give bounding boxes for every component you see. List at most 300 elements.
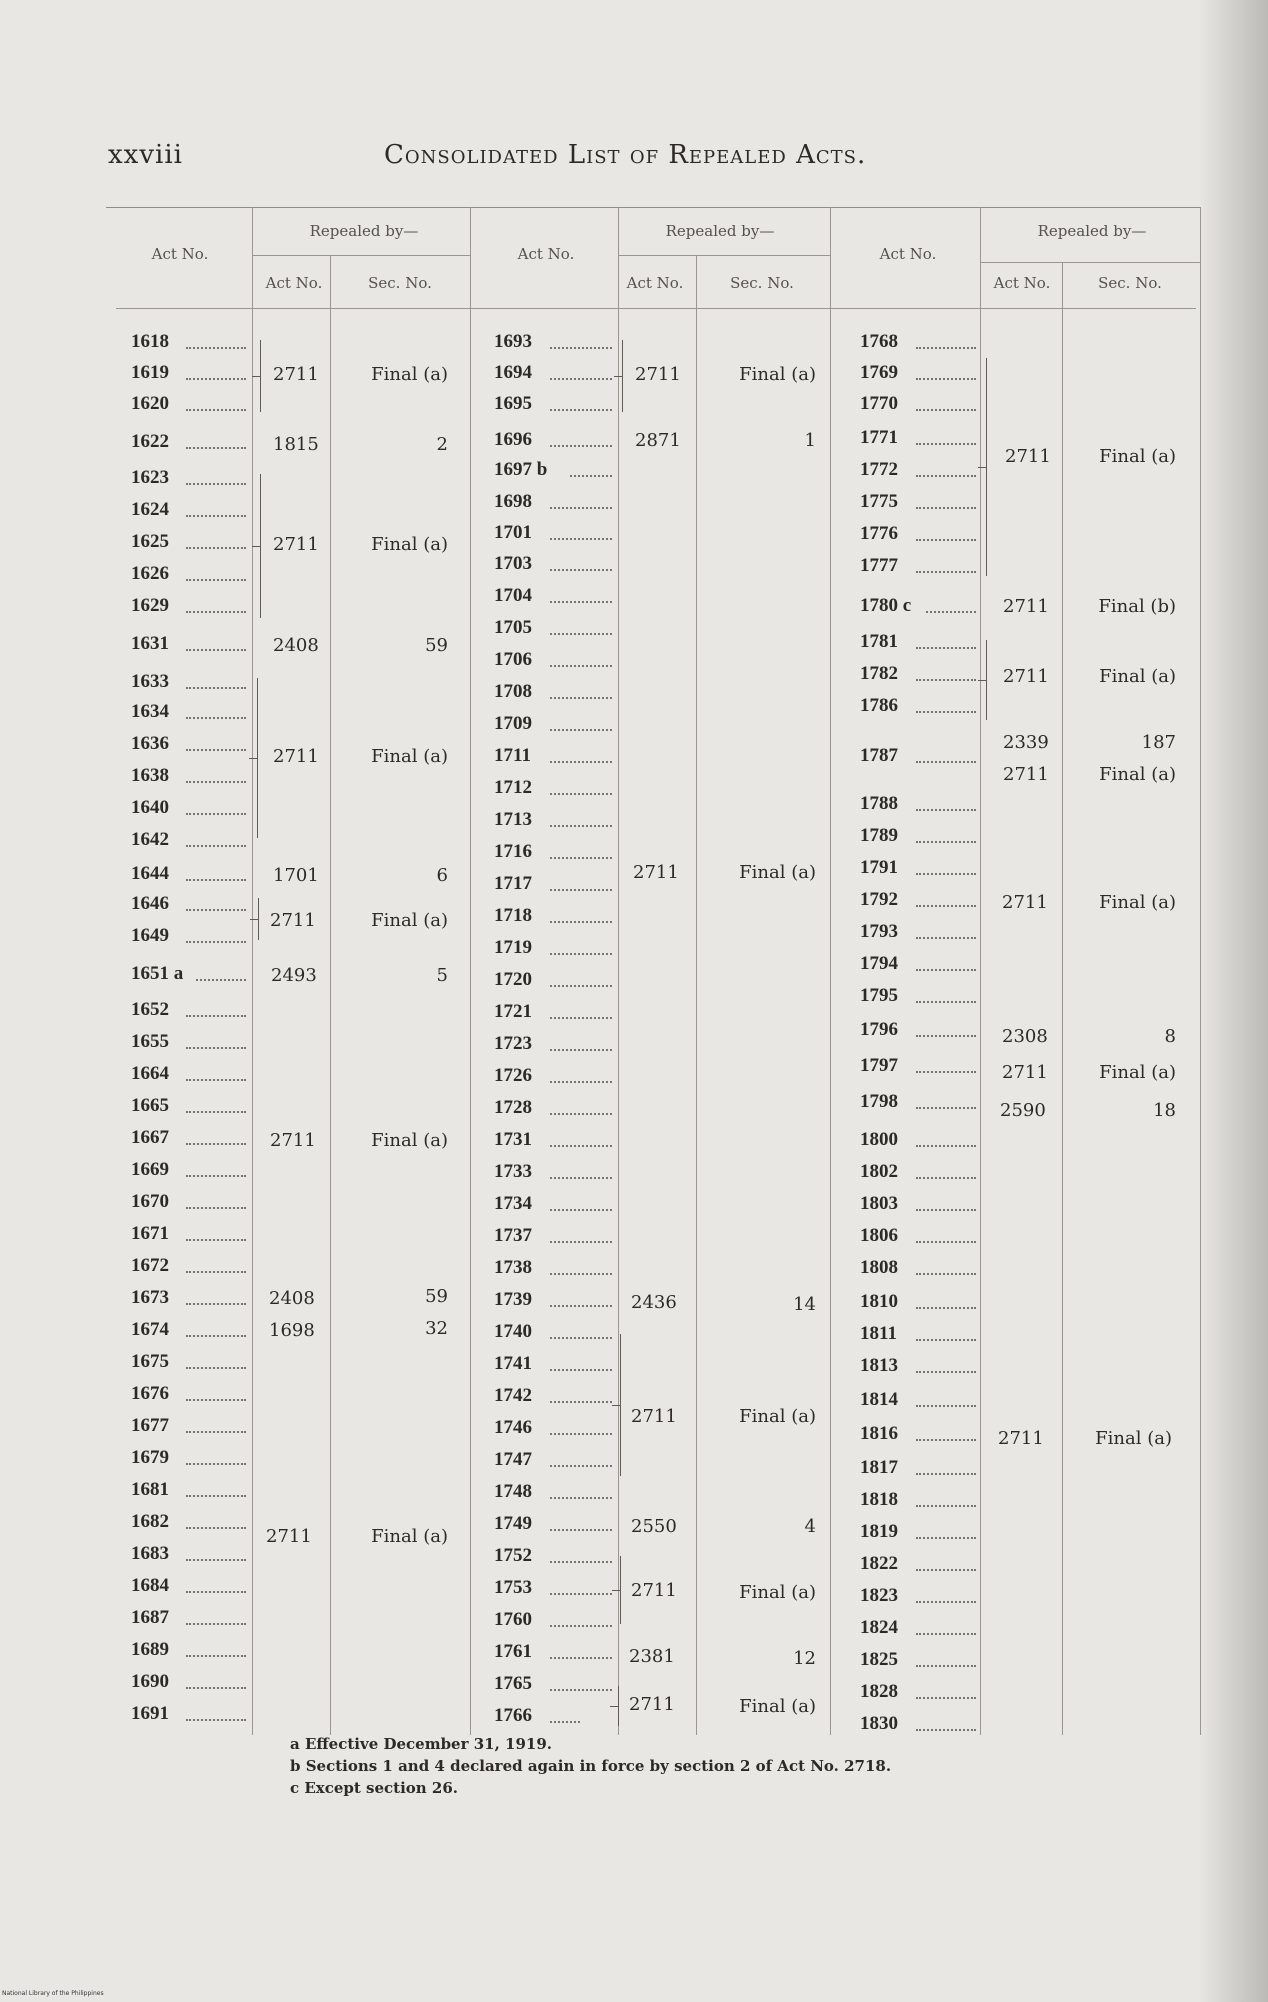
repealing-act: 2711 (266, 1526, 312, 1547)
col-header-repealed-by-2: Repealed by— (665, 222, 775, 240)
leader-dots (550, 601, 612, 603)
group-brace (986, 358, 994, 576)
repealing-section: 12 (793, 1648, 816, 1669)
repealing-act: 2711 (629, 1694, 675, 1715)
act-no: 1695 (494, 393, 532, 414)
repealing-act: 2711 (273, 534, 319, 555)
repealing-act: 2711 (1003, 764, 1049, 785)
leader-dots (550, 409, 612, 411)
repealing-section: Final (a) (371, 746, 448, 767)
col-divider (830, 207, 831, 1735)
leader-dots (550, 825, 612, 827)
repealing-act: 2871 (635, 430, 681, 451)
leader-dots (550, 538, 612, 540)
act-no: 1698 (494, 491, 532, 512)
act-no: 1817 (860, 1457, 898, 1478)
repealing-section: Final (a) (739, 364, 816, 385)
group-brace (622, 340, 630, 412)
group-brace (260, 474, 268, 618)
leader-dots (186, 547, 246, 549)
leader-dots (186, 1175, 246, 1177)
act-no: 1624 (131, 499, 169, 520)
leader-dots (550, 1721, 580, 1723)
act-no: 1782 (860, 663, 898, 684)
act-no: 1822 (860, 1553, 898, 1574)
leader-dots (550, 1145, 612, 1147)
act-no: 1634 (131, 701, 169, 722)
leader-dots (186, 347, 246, 349)
act-no: 1753 (494, 1577, 532, 1598)
act-no: 1786 (860, 695, 898, 716)
act-no: 1708 (494, 681, 532, 702)
leader-dots (916, 1273, 976, 1275)
repealing-section: Final (b) (1098, 596, 1176, 617)
col-divider (1062, 262, 1063, 1735)
act-no: 1813 (860, 1355, 898, 1376)
leader-dots (550, 1497, 612, 1499)
act-no: 1629 (131, 595, 169, 616)
act-no: 1742 (494, 1385, 532, 1406)
act-no: 1709 (494, 713, 532, 734)
leader-dots (916, 1473, 976, 1475)
act-no: 1651 a (131, 963, 184, 984)
leader-dots (550, 697, 612, 699)
repealing-section: 14 (793, 1294, 816, 1315)
leader-dots (916, 905, 976, 907)
leader-dots (186, 1655, 246, 1657)
group-brace (618, 1686, 626, 1726)
repealing-section: Final (a) (1099, 764, 1176, 785)
leader-dots (186, 447, 246, 449)
leader-dots (186, 1591, 246, 1593)
leader-dots (186, 1207, 246, 1209)
act-no: 1681 (131, 1479, 169, 1500)
col-header-sub-sec-1: Sec. No. (368, 274, 432, 292)
repealing-act: 2711 (273, 364, 319, 385)
act-no: 1674 (131, 1319, 169, 1340)
leader-dots (916, 409, 976, 411)
repealing-section: Final (a) (1099, 1062, 1176, 1083)
act-no: 1676 (131, 1383, 169, 1404)
repealing-act: 2550 (631, 1516, 677, 1537)
group-brace (986, 640, 994, 720)
repealing-act: 2493 (271, 965, 317, 986)
page-title: Consolidated List of Repealed Acts. (384, 140, 867, 170)
leader-dots (186, 749, 246, 751)
leader-dots (186, 483, 246, 485)
leader-dots (916, 539, 976, 541)
leader-dots (186, 1271, 246, 1273)
leader-dots (186, 515, 246, 517)
act-no: 1737 (494, 1225, 532, 1246)
col-divider (470, 207, 471, 1735)
repealing-act: 2711 (270, 910, 316, 931)
footnote-b: b Sections 1 and 4 declared again in force by section 2 of Act No. 2718. (290, 1757, 892, 1775)
act-no: 1670 (131, 1191, 169, 1212)
repealing-section: 18 (1153, 1100, 1176, 1121)
leader-dots (186, 717, 246, 719)
group-brace (620, 1556, 628, 1624)
act-no: 1719 (494, 937, 532, 958)
act-no: 1761 (494, 1641, 532, 1662)
act-no: 1683 (131, 1543, 169, 1564)
act-no: 1823 (860, 1585, 898, 1606)
leader-dots (550, 445, 612, 447)
leader-dots (550, 985, 612, 987)
leader-dots (916, 841, 976, 843)
leader-dots (916, 1601, 976, 1603)
repealing-act: 2711 (1005, 446, 1051, 467)
leader-dots (550, 633, 612, 635)
leader-dots (916, 1107, 976, 1109)
repealing-section: Final (a) (739, 1696, 816, 1717)
leader-dots (916, 1729, 976, 1731)
repealing-section: Final (a) (739, 862, 816, 883)
act-no: 1721 (494, 1001, 532, 1022)
act-no: 1664 (131, 1063, 169, 1084)
act-no: 1682 (131, 1511, 169, 1532)
act-no: 1703 (494, 553, 532, 574)
act-no: 1746 (494, 1417, 532, 1438)
act-no: 1733 (494, 1161, 532, 1182)
act-no: 1689 (131, 1639, 169, 1660)
act-no: 1728 (494, 1097, 532, 1118)
act-no: 1740 (494, 1321, 532, 1342)
group-brace (620, 1334, 628, 1476)
act-no: 1810 (860, 1291, 898, 1312)
repealing-act: 2711 (273, 746, 319, 767)
repealing-act: 2408 (273, 635, 319, 656)
act-no: 1633 (131, 671, 169, 692)
leader-dots (550, 507, 612, 509)
leader-dots (186, 687, 246, 689)
repealing-section: 2 (436, 434, 448, 455)
col-divider (980, 207, 981, 1735)
col-header-sub-act-2: Act No. (626, 274, 684, 292)
leader-dots (186, 909, 246, 911)
rule-repealed-2 (618, 255, 830, 256)
repealing-section: 59 (425, 1286, 448, 1307)
act-no: 1808 (860, 1257, 898, 1278)
leader-dots (916, 1505, 976, 1507)
act-no: 1770 (860, 393, 898, 414)
act-no: 1814 (860, 1389, 898, 1410)
repealing-section: 32 (425, 1318, 448, 1339)
act-no: 1798 (860, 1091, 898, 1112)
repealing-section: Final (a) (739, 1406, 816, 1427)
leader-dots (550, 1177, 612, 1179)
repealing-act: 2408 (269, 1288, 315, 1309)
col-divider (1200, 207, 1201, 1735)
leader-dots (186, 813, 246, 815)
leader-dots (186, 1239, 246, 1241)
leader-dots (550, 793, 612, 795)
repealing-act: 2436 (631, 1292, 677, 1313)
repealing-act: 2711 (998, 1428, 1044, 1449)
leader-dots (916, 1697, 976, 1699)
leader-dots (916, 443, 976, 445)
act-no: 1824 (860, 1617, 898, 1638)
act-no: 1701 (494, 522, 532, 543)
leader-dots (550, 569, 612, 571)
repealing-act: 1815 (273, 434, 319, 455)
leader-dots (186, 1367, 246, 1369)
repealing-act: 1698 (269, 1320, 315, 1341)
repealing-act: 2711 (270, 1130, 316, 1151)
act-no: 1620 (131, 393, 169, 414)
act-no: 1644 (131, 863, 169, 884)
col-header-sub-act-3: Act No. (993, 274, 1051, 292)
repealing-section: Final (a) (1099, 446, 1176, 467)
act-no: 1726 (494, 1065, 532, 1086)
act-no: 1631 (131, 633, 169, 654)
leader-dots (916, 937, 976, 939)
act-no: 1816 (860, 1423, 898, 1444)
leader-dots (550, 1689, 612, 1691)
act-no: 1797 (860, 1055, 898, 1076)
act-no: 1723 (494, 1033, 532, 1054)
leader-dots (550, 1305, 612, 1307)
repealing-act: 2711 (635, 364, 681, 385)
leader-dots (916, 1665, 976, 1667)
repealing-section: Final (a) (1099, 892, 1176, 913)
act-no: 1747 (494, 1449, 532, 1470)
leader-dots (916, 679, 976, 681)
act-no: 1788 (860, 793, 898, 814)
repealing-section: Final (a) (371, 1130, 448, 1151)
leader-dots (916, 809, 976, 811)
leader-dots (186, 1463, 246, 1465)
act-no: 1622 (131, 431, 169, 452)
act-no: 1738 (494, 1257, 532, 1278)
act-no: 1775 (860, 491, 898, 512)
leader-dots (186, 1527, 246, 1529)
leader-dots (186, 409, 246, 411)
repealing-act: 2711 (631, 1580, 677, 1601)
repealing-act: 2711 (631, 1406, 677, 1427)
leader-dots (916, 1001, 976, 1003)
act-no: 1769 (860, 362, 898, 383)
leader-dots (916, 1371, 976, 1373)
leader-dots (186, 1111, 246, 1113)
act-no: 1671 (131, 1223, 169, 1244)
act-no: 1694 (494, 362, 532, 383)
leader-dots (186, 781, 246, 783)
leader-dots (916, 711, 976, 713)
repealing-act: 2711 (1002, 1062, 1048, 1083)
rule-repealed-3 (980, 262, 1200, 263)
footnote-c: c Except section 26. (290, 1779, 459, 1797)
group-brace (260, 340, 268, 412)
group-brace (257, 678, 265, 838)
leader-dots (186, 941, 246, 943)
leader-dots (186, 378, 246, 380)
act-no: 1766 (494, 1705, 532, 1726)
act-no: 1776 (860, 523, 898, 544)
act-no: 1672 (131, 1255, 169, 1276)
col-divider (330, 255, 331, 1735)
act-no: 1625 (131, 531, 169, 552)
leader-dots (186, 1623, 246, 1625)
repealing-act: 2711 (1002, 892, 1048, 913)
act-no: 1825 (860, 1649, 898, 1670)
col-header-sub-act-1: Act No. (265, 274, 323, 292)
leader-dots (186, 1015, 246, 1017)
leader-dots (550, 1657, 612, 1659)
leader-dots (196, 979, 246, 981)
leader-dots (550, 1465, 612, 1467)
act-no: 1673 (131, 1287, 169, 1308)
leader-dots (186, 1047, 246, 1049)
act-no: 1777 (860, 555, 898, 576)
act-no: 1818 (860, 1489, 898, 1510)
act-no: 1765 (494, 1673, 532, 1694)
act-no: 1796 (860, 1019, 898, 1040)
repealing-act: 2711 (1003, 596, 1049, 617)
act-no: 1711 (494, 745, 531, 766)
leader-dots (550, 1561, 612, 1563)
leader-dots (926, 611, 976, 613)
act-no: 1793 (860, 921, 898, 942)
act-no: 1704 (494, 585, 532, 606)
act-no: 1667 (131, 1127, 169, 1148)
act-no: 1771 (860, 427, 898, 448)
leader-dots (916, 969, 976, 971)
leader-dots (550, 1593, 612, 1595)
leader-dots (916, 1537, 976, 1539)
library-credit: National Library of the Philippines (2, 1990, 104, 1997)
repealing-act: 2339 (1003, 732, 1049, 753)
repealing-section: 8 (1164, 1026, 1176, 1047)
leader-dots (916, 475, 976, 477)
act-no: 1712 (494, 777, 532, 798)
act-no: 1652 (131, 999, 169, 1020)
act-no: 1794 (860, 953, 898, 974)
act-no: 1803 (860, 1193, 898, 1214)
leader-dots (916, 1633, 976, 1635)
leader-dots (186, 579, 246, 581)
repealing-section: 5 (436, 965, 448, 986)
page-number: xxviii (108, 140, 183, 170)
leader-dots (916, 1177, 976, 1179)
act-no: 1819 (860, 1521, 898, 1542)
act-no: 1693 (494, 331, 532, 352)
leader-dots (916, 1307, 976, 1309)
leader-dots (186, 1719, 246, 1721)
act-no: 1623 (131, 467, 169, 488)
act-no: 1731 (494, 1129, 532, 1150)
act-no: 1739 (494, 1289, 532, 1310)
col-header-sub-sec-2: Sec. No. (730, 274, 794, 292)
leader-dots (916, 1241, 976, 1243)
leader-dots (916, 378, 976, 380)
leader-dots (186, 1399, 246, 1401)
page-edge-shadow (1198, 0, 1268, 2002)
repealing-section: 6 (436, 865, 448, 886)
repealing-section: Final (a) (739, 1582, 816, 1603)
leader-dots (550, 1081, 612, 1083)
leader-dots (550, 1337, 612, 1339)
leader-dots (550, 729, 612, 731)
repealing-act: 1701 (273, 865, 319, 886)
leader-dots (550, 347, 612, 349)
act-no: 1696 (494, 429, 532, 450)
leader-dots (550, 1273, 612, 1275)
act-no: 1780 c (860, 595, 912, 616)
act-no: 1679 (131, 1447, 169, 1468)
act-no: 1787 (860, 745, 898, 766)
repealing-act: 2590 (1000, 1100, 1046, 1121)
leader-dots (550, 1017, 612, 1019)
leader-dots (550, 1209, 612, 1211)
repealing-act: 2711 (633, 862, 679, 883)
act-no: 1713 (494, 809, 532, 830)
leader-dots (550, 665, 612, 667)
repealing-act: 2711 (1003, 666, 1049, 687)
leader-dots (916, 1405, 976, 1407)
act-no: 1669 (131, 1159, 169, 1180)
leader-dots (186, 1143, 246, 1145)
act-no: 1792 (860, 889, 898, 910)
leader-dots (550, 1625, 612, 1627)
leader-dots (550, 761, 612, 763)
act-no: 1749 (494, 1513, 532, 1534)
leader-dots (550, 378, 612, 380)
leader-dots (916, 1071, 976, 1073)
act-no: 1800 (860, 1129, 898, 1150)
act-no: 1642 (131, 829, 169, 850)
act-no: 1768 (860, 331, 898, 352)
col-header-act-no-2: Act No. (517, 245, 575, 263)
act-no: 1705 (494, 617, 532, 638)
leader-dots (916, 761, 976, 763)
rule-repealed-1 (252, 255, 470, 256)
act-no: 1677 (131, 1415, 169, 1436)
col-header-act-no-1: Act No. (151, 245, 209, 263)
repealing-section: 59 (425, 635, 448, 656)
leader-dots (186, 1559, 246, 1561)
repealing-section: Final (a) (371, 364, 448, 385)
act-no: 1748 (494, 1481, 532, 1502)
leader-dots (550, 1113, 612, 1115)
leader-dots (916, 873, 976, 875)
act-no: 1646 (131, 893, 169, 914)
leader-dots (550, 857, 612, 859)
repealing-act: 2308 (1002, 1026, 1048, 1047)
act-no: 1690 (131, 1671, 169, 1692)
group-brace (258, 898, 266, 940)
act-no: 1772 (860, 459, 898, 480)
repealing-section: Final (a) (371, 910, 448, 931)
repealing-act: 2381 (629, 1646, 675, 1667)
act-no: 1638 (131, 765, 169, 786)
act-no: 1618 (131, 331, 169, 352)
leader-dots (550, 953, 612, 955)
leader-dots (186, 649, 246, 651)
footnote-a: a Effective December 31, 1919. (290, 1735, 553, 1753)
act-no: 1684 (131, 1575, 169, 1596)
repealing-section: 187 (1141, 732, 1176, 753)
leader-dots (570, 475, 612, 477)
act-no: 1649 (131, 925, 169, 946)
leader-dots (916, 507, 976, 509)
leader-dots (916, 1035, 976, 1037)
leader-dots (550, 1401, 612, 1403)
act-no: 1802 (860, 1161, 898, 1182)
act-no: 1706 (494, 649, 532, 670)
leader-dots (186, 1431, 246, 1433)
col-divider (696, 255, 697, 1735)
